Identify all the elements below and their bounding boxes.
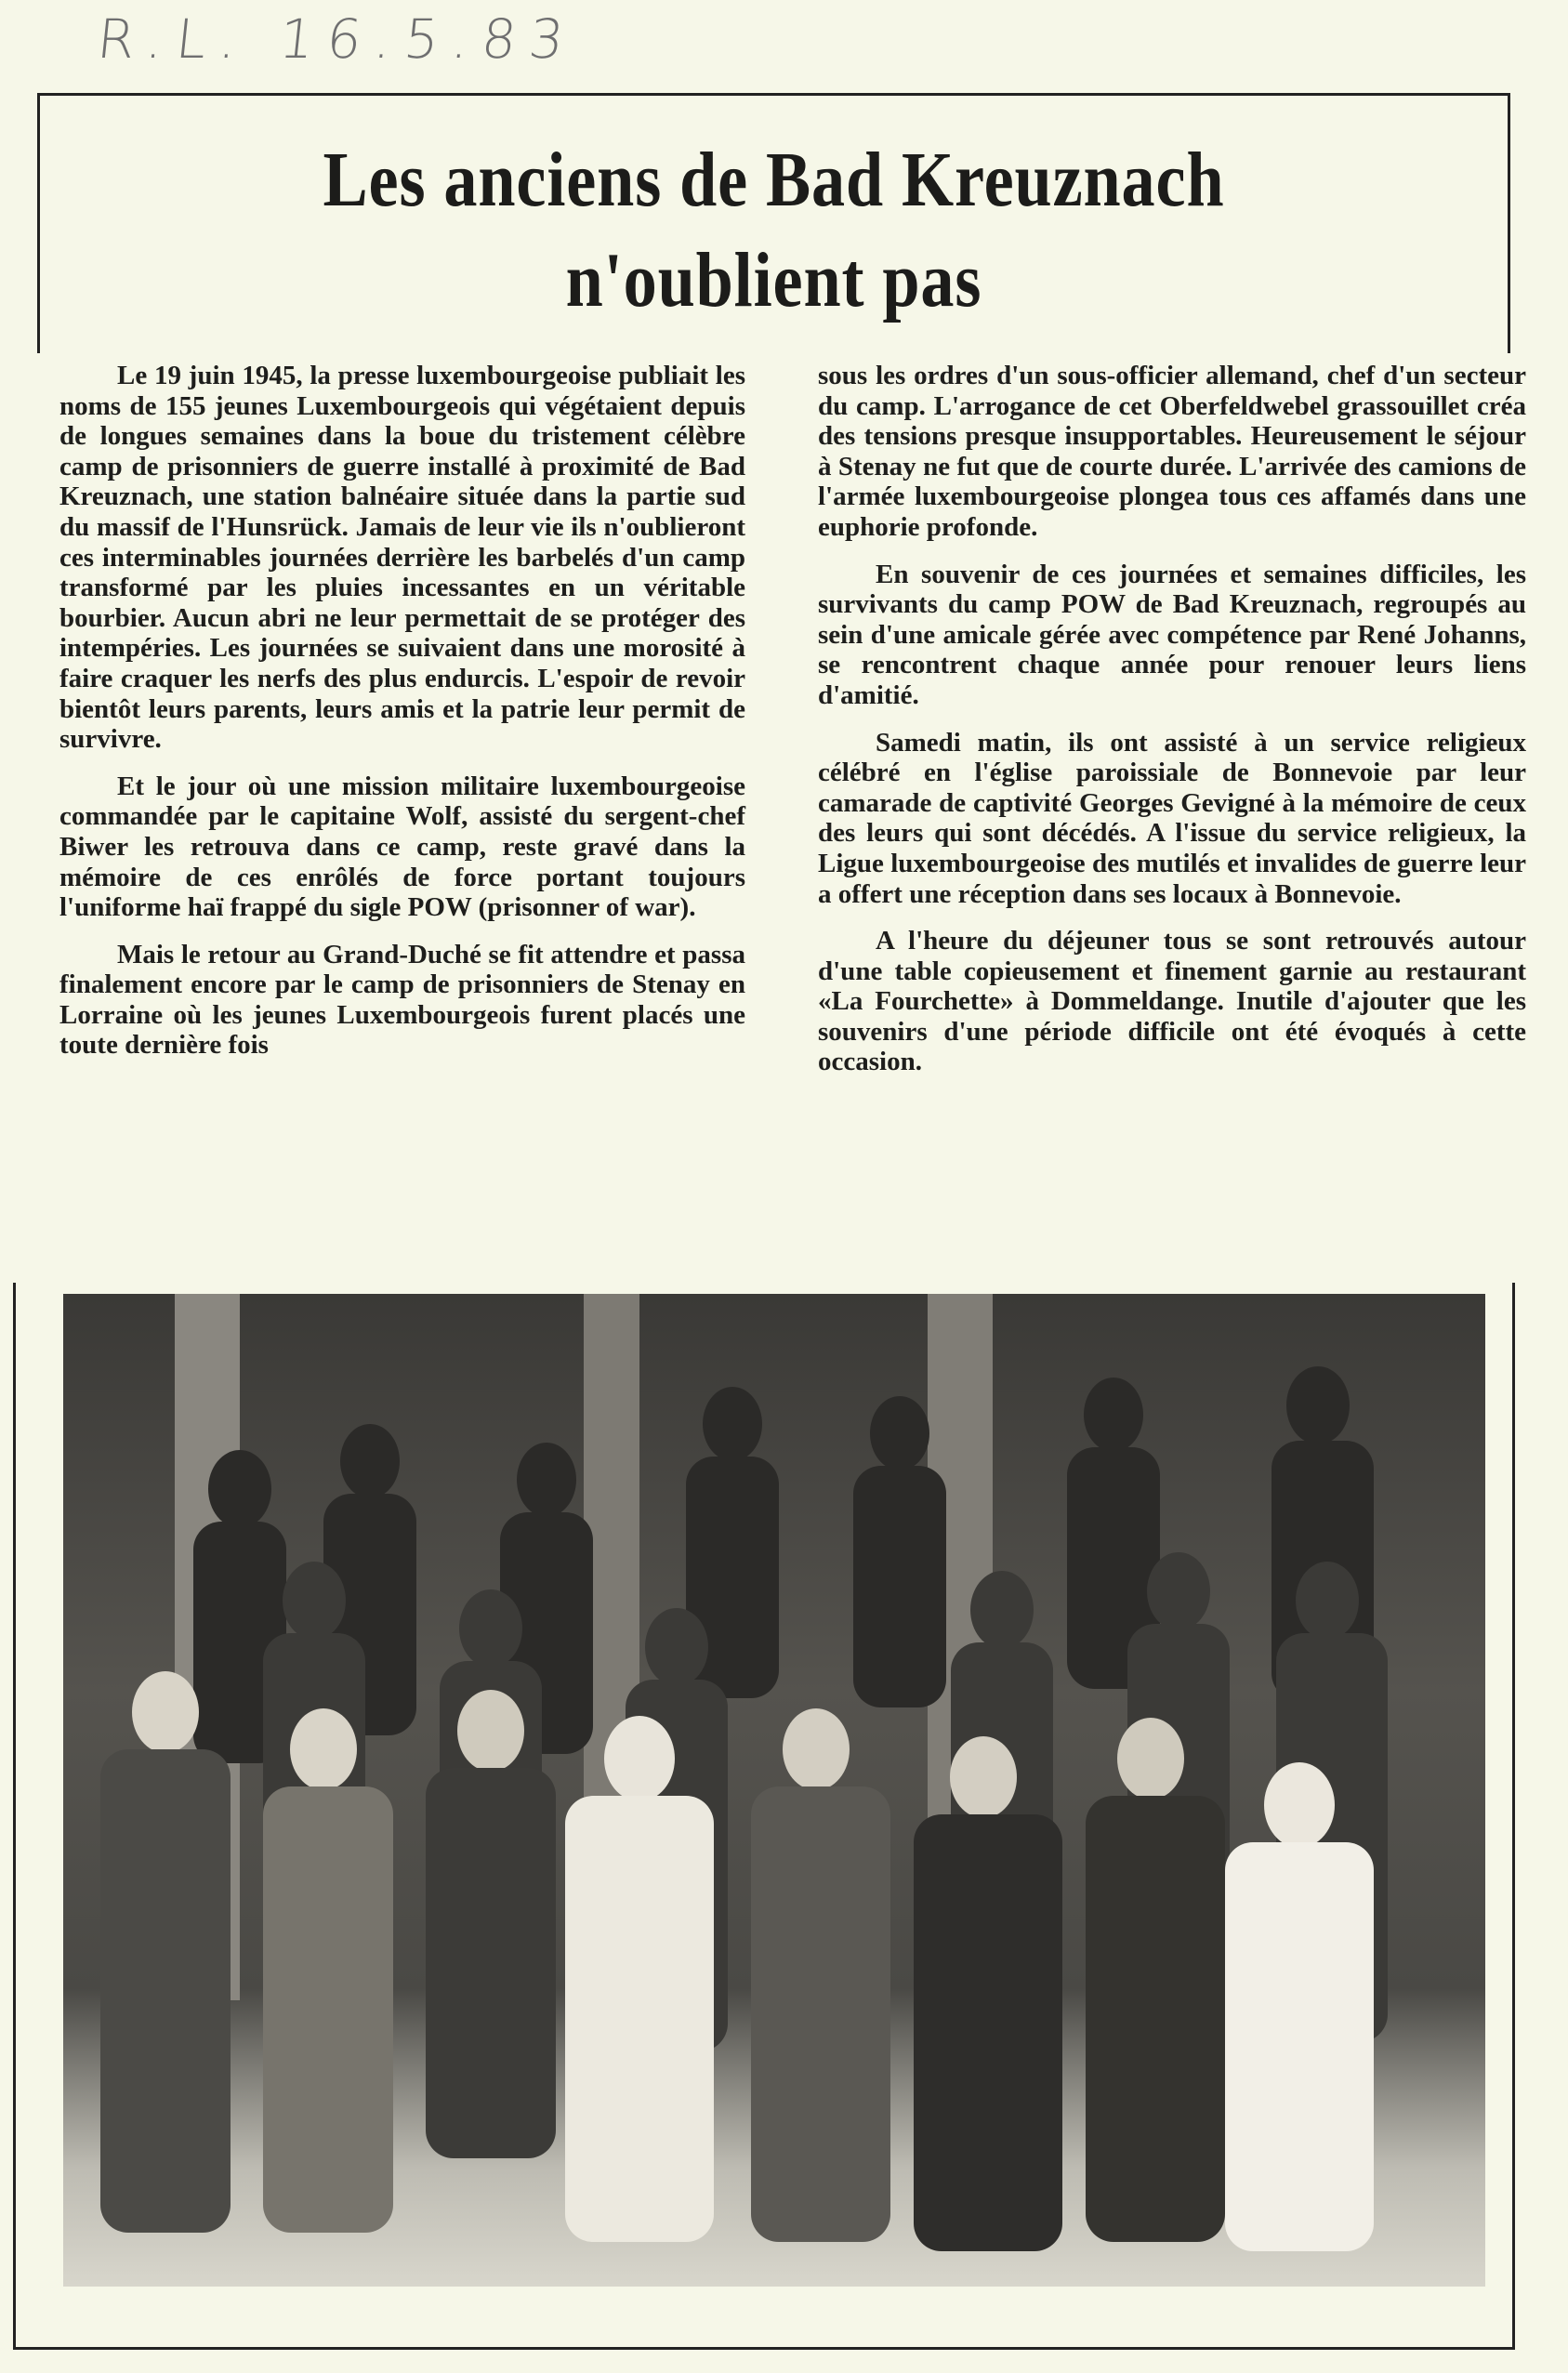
handwritten-date-note: R.L. 16.5.83 — [94, 7, 580, 71]
article-right-column — [818, 361, 1526, 1094]
paragraph: Et le jour où une mission militaire luxembourgeoise commandée par le capitaine Wolf, assisté du sergent-chef Biwer les retrouva dans ce camp, reste gravé dans la mémoire de ces enrôlés de force portant toujours l'uniforme haï frappé du sigle POW (prisonner of war). — [59, 771, 745, 923]
paragraph: A l'heure du déjeuner tous se sont retrouvés autour d'une table copieusement et finement garnie au restaurant «La Fourchette» à Dommeldange. Inutile d'ajouter que les souvenirs d'une période difficile ont été évoqués à cette occasion. — [818, 926, 1526, 1077]
group-photo — [63, 1294, 1485, 2287]
frame-border-left — [37, 93, 40, 353]
headline-line-2: n'oublient pas — [565, 237, 982, 323]
paragraph: Mais le retour au Grand-Duché se fit attendre et passa finalement encore par le camp de prisonniers de Stenay en Lorraine où les jeunes Luxembourgeois furent placés une toute dernière fois — [59, 939, 745, 1061]
article-left-column — [59, 361, 745, 1077]
headline — [140, 130, 1407, 331]
paragraph: En souvenir de ces journées et semaines difficiles, les survivants du camp POW de Bad Kreuznach, regroupés au sein d'une amicale gérée avec compétence par René Johanns, se rencontrent chaque année pour renouer leurs liens d'amitié. — [818, 559, 1526, 710]
headline-line-1: Les anciens de Bad Kreuznach — [323, 137, 1225, 223]
front-row-people — [100, 1671, 1374, 2251]
frame-border-top — [37, 93, 1510, 96]
frame-border-right — [1508, 93, 1510, 353]
group-photo-illustration — [63, 1294, 1485, 2287]
paragraph: Le 19 juin 1945, la presse luxembourgeoise publiait les noms de 155 jeunes Luxembourgeois qui végétaient depuis de longues semaines dans la boue du tristement célèbre camp de prisonniers de guerre installé à proximité de Bad Kreuznach, une station balnéaire située dans la partie sud du massif de l'Hunsrück. Jamais de leur vie ils n'oublieront ces interminables journées derrière les barbelés d'un camp transformé par les pluies incessantes en un véritable bourbier. Aucun abri ne leur permettait de se protéger des intempéries. Les journées se suivaient dans une morosité à faire craquer les nerfs des plus endurcis. L'espoir de revoir bientôt leurs parents, leurs amis et la patrie leur permit de survivre. — [59, 361, 745, 755]
paragraph: Samedi matin, ils ont assisté à un service religieux célébré en l'église paroissiale de Bonnevoie par leur camarade de captivité Georges Gevigné à la mémoire de ceux des leurs qui sont décédés. A l'issue du service religieux, la Ligue luxembourgeoise des mutilés et invalides de guerre leur a offert une réception dans ses locaux à Bonnevoie. — [818, 727, 1526, 909]
paragraph: sous les ordres d'un sous-officier allemand, chef d'un secteur du camp. L'arrogance de cet Oberfeldwebel grassouillet créa des tensions presque insupportables. Heureusement le séjour à Stenay ne fut que de courte durée. L'arrivée des camions de l'armée luxembourgeoise plongea tous ces affamés dans une euphorie profonde. — [818, 361, 1526, 542]
